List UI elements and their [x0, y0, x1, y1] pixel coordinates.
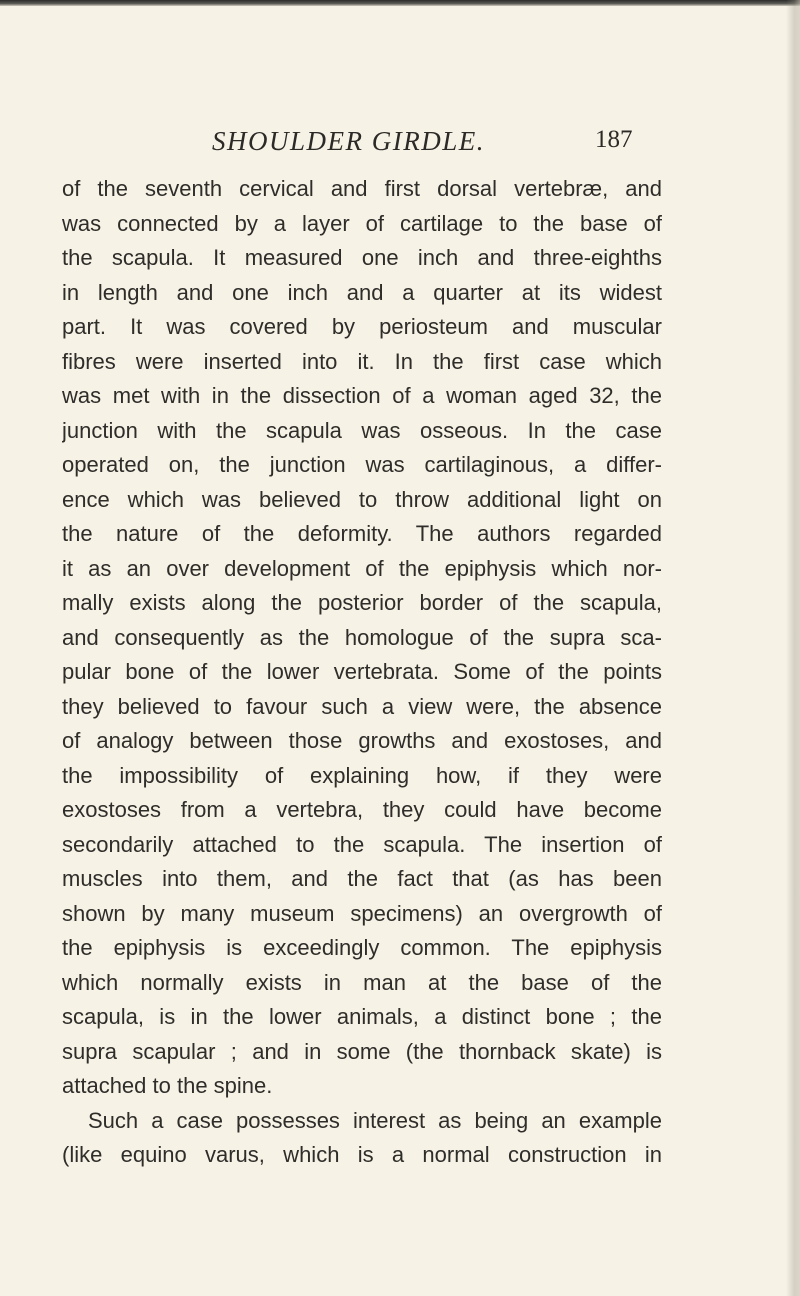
text-line: the epiphysis is exceedingly common. The epiphysis: [62, 935, 662, 960]
text-line: mally exists along the posterior border of the scapula,: [62, 590, 662, 615]
text-line: (like equino varus, which is a normal construction in: [62, 1142, 662, 1167]
text-line: attached to the spine.: [62, 1073, 273, 1098]
text-line: supra scapular ; and in some (the thornback skate) is: [62, 1038, 662, 1064]
page-number: 187: [595, 126, 633, 153]
text-line: was met with in the dissection of a woman aged 32, the: [62, 383, 662, 408]
text-line: operated on, the junction was cartilaginous, a differ-: [62, 452, 662, 477]
text-line: Such a case possesses interest as being an example: [88, 1107, 662, 1133]
text-line: the impossibility of explaining how, if they were: [62, 762, 662, 788]
text-line: of analogy between those growths and exostoses, and: [62, 728, 662, 753]
text-line: and consequently as the homologue of the supra sca-: [62, 624, 662, 650]
text-line: muscles into them, and the fact that (as has been: [62, 866, 662, 891]
body-text: [62, 172, 662, 1173]
text-line: it as an over development of the epiphysis which nor-: [62, 555, 662, 581]
text-line: of the seventh cervical and first dorsal vertebræ, and: [62, 176, 662, 201]
page-right-edge: [786, 0, 800, 1296]
text-line: scapula, is in the lower animals, a distinct bone ; the: [62, 1004, 662, 1029]
text-line: in length and one inch and a quarter at its widest: [62, 279, 662, 305]
text-line: which normally exists in man at the base of the: [62, 969, 662, 995]
text-line: secondarily attached to the scapula. The insertion of: [62, 831, 662, 857]
text-line: pular bone of the lower vertebrata. Some of the points: [62, 659, 662, 684]
text-line: they believed to favour such a view were, the absence: [62, 693, 662, 719]
text-line: shown by many museum specimens) an overgrowth of: [62, 900, 662, 926]
text-line: the nature of the deformity. The authors regarded: [62, 521, 662, 546]
text-line: exostoses from a vertebra, they could have become: [62, 797, 662, 822]
text-line: fibres were inserted into it. In the first case which: [62, 348, 662, 374]
page-top-edge: [0, 0, 800, 6]
text-line: part. It was covered by periosteum and muscular: [62, 314, 662, 339]
running-title: SHOULDER GIRDLE.: [212, 126, 485, 156]
text-line: ence which was believed to throw additional light on: [62, 486, 662, 512]
text-line: junction with the scapula was osseous. In the case: [62, 417, 662, 443]
text-line: the scapula. It measured one inch and three-eighths: [62, 245, 662, 270]
running-head: [0, 126, 800, 166]
text-line: was connected by a layer of cartilage to the base of: [62, 210, 662, 236]
